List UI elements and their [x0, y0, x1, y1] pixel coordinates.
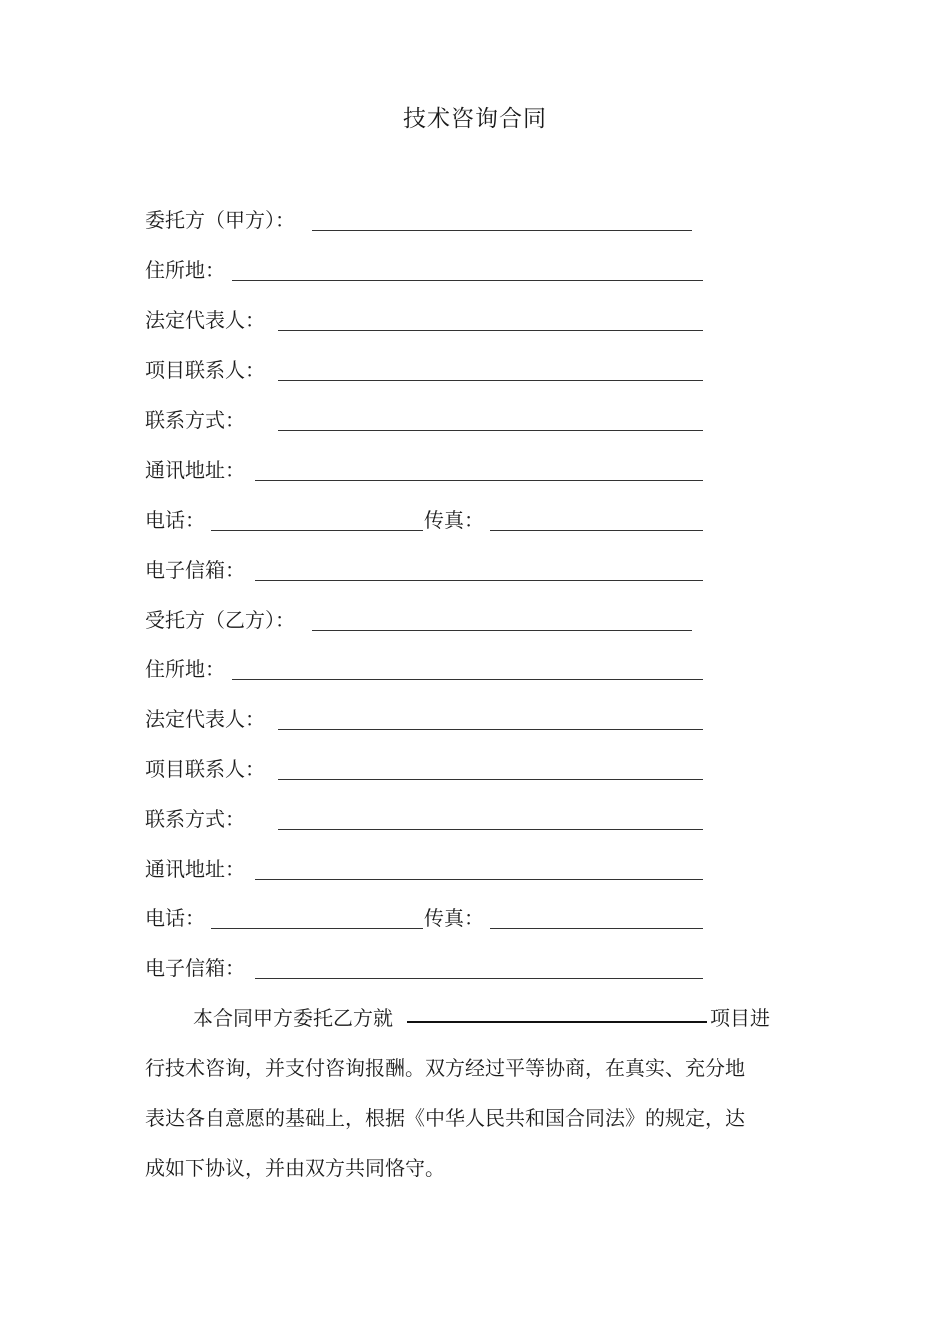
party-b-mailing-address-row [145, 854, 705, 884]
party-b-phone-field[interactable] [211, 928, 423, 929]
party-b-contact-person-row [145, 754, 705, 784]
party-b-label: 受托方（乙方）： [145, 608, 295, 632]
party-a-phone-field[interactable] [211, 530, 423, 531]
intro-line-4: 成如下协议，并由双方共同恪守。 [145, 1156, 445, 1180]
party-a-row [145, 205, 705, 235]
party-a-phone-fax-row [145, 505, 705, 535]
party-a-contact-person-field[interactable] [278, 380, 703, 381]
party-b-contact-method-label: 联系方式： [145, 807, 245, 831]
page-title: 技术咨询合同 [403, 106, 547, 132]
intro-line-3: 表达各自意愿的基础上，根据《中华人民共和国合同法》的规定，达 [145, 1106, 745, 1130]
party-b-contact-method-field[interactable] [278, 829, 703, 830]
intro-paragraph [145, 993, 825, 1193]
party-a-email-row [145, 555, 705, 585]
party-a-field[interactable] [312, 230, 692, 231]
intro-line-1 [145, 993, 825, 1043]
party-a-fax-field[interactable] [490, 530, 703, 531]
party-a-mailing-address-label: 通讯地址： [145, 458, 245, 482]
intro-line-1-start: 本合同甲方委托乙方就 [193, 1006, 393, 1030]
party-b-contact-person-field[interactable] [278, 779, 703, 780]
party-a-phone-label: 电话： [145, 508, 205, 532]
party-a-fax-label: 传真： [424, 508, 484, 532]
party-b-phone-label: 电话： [145, 906, 205, 930]
party-b-address-label: 住所地： [145, 657, 225, 681]
party-a-contact-method-label: 联系方式： [145, 408, 245, 432]
party-a-address-field[interactable] [232, 280, 703, 281]
party-a-contact-person-label: 项目联系人： [145, 358, 265, 382]
intro-line-1-end: 项目进 [710, 1006, 770, 1030]
party-a-address-label: 住所地： [145, 258, 225, 282]
party-a-contact-method-field[interactable] [278, 430, 703, 431]
project-name-field[interactable] [407, 1021, 707, 1023]
party-b-row [145, 605, 705, 635]
party-b-contact-person-label: 项目联系人： [145, 757, 265, 781]
party-b-legal-rep-label: 法定代表人： [145, 707, 265, 731]
party-a-label: 委托方（甲方）： [145, 208, 295, 232]
party-a-contact-person-row [145, 355, 705, 385]
party-b-email-row [145, 953, 705, 983]
party-a-email-label: 电子信箱： [145, 558, 245, 582]
party-b-fax-label: 传真： [424, 906, 484, 930]
party-b-email-label: 电子信箱： [145, 956, 245, 980]
party-b-mailing-address-field[interactable] [255, 879, 703, 880]
party-a-mailing-address-field[interactable] [255, 480, 703, 481]
party-b-email-field[interactable] [255, 978, 703, 979]
party-b-phone-fax-row [145, 903, 705, 933]
party-b-address-field[interactable] [232, 679, 703, 680]
party-b-mailing-address-label: 通讯地址： [145, 857, 245, 881]
intro-line-2: 行技术咨询，并支付咨询报酬。双方经过平等协商，在真实、充分地 [145, 1056, 745, 1080]
party-a-contact-method-row [145, 405, 705, 435]
party-a-email-field[interactable] [255, 580, 703, 581]
party-b-legal-rep-row [145, 704, 705, 734]
party-b-legal-rep-field[interactable] [278, 729, 703, 730]
party-a-address-row [145, 255, 705, 285]
party-b-fax-field[interactable] [490, 928, 703, 929]
party-b-field[interactable] [312, 630, 692, 631]
party-a-legal-rep-row [145, 305, 705, 335]
party-a-legal-rep-field[interactable] [278, 330, 703, 331]
party-b-address-row [145, 654, 705, 684]
party-b-contact-method-row [145, 804, 705, 834]
party-a-legal-rep-label: 法定代表人： [145, 308, 265, 332]
party-a-mailing-address-row [145, 455, 705, 485]
